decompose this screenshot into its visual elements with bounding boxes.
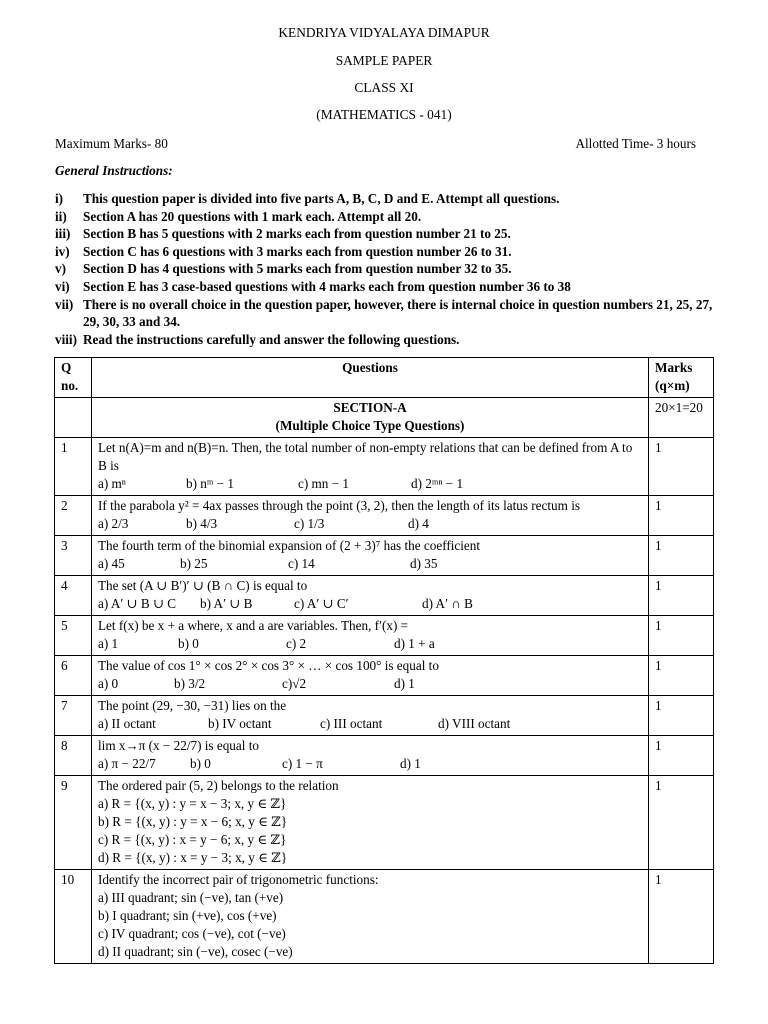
option-b: b) 25 xyxy=(180,556,208,571)
question-marks: 1 xyxy=(649,576,714,616)
option-b: b) I quadrant; sin (+ve), cos (+ve) xyxy=(98,908,277,923)
instructions-heading: General Instructions: xyxy=(55,163,173,178)
option-d: d) 35 xyxy=(410,556,438,571)
maximum-marks: Maximum Marks- 80 xyxy=(55,136,168,151)
option-c: c) 1 − π xyxy=(282,756,323,771)
question-number: 5 xyxy=(55,616,92,656)
question-number: 1 xyxy=(55,438,92,496)
options xyxy=(98,715,642,733)
table-header-row xyxy=(55,358,714,398)
allotted-time: Allotted Time- 3 hours xyxy=(575,136,696,151)
option-c: c)√2 xyxy=(282,676,307,691)
option-c: c) 1/3 xyxy=(294,516,325,531)
question-marks: 1 xyxy=(649,776,714,870)
question-marks: 1 xyxy=(649,616,714,656)
option-b: b) R = {(x, y) : y = x − 6; x, y ∈ ℤ} xyxy=(98,814,288,829)
option-a: a) III quadrant; sin (−ve), tan (+ve) xyxy=(98,890,284,905)
question-body xyxy=(92,438,649,496)
options xyxy=(98,475,642,493)
qno-header: Q no. xyxy=(55,358,92,398)
option-b: b) nᵐ − 1 xyxy=(186,476,234,491)
option-a: a) π − 22/7 xyxy=(98,756,156,771)
question-row xyxy=(55,576,714,616)
question-row xyxy=(55,438,714,496)
question-stem: The fourth term of the binomial expansion of (2 + 3)⁷ has the coefficient xyxy=(98,538,481,553)
option-d: d) A′ ∩ B xyxy=(422,596,473,611)
options xyxy=(98,515,642,533)
section-title: SECTION-A (Multiple Choice Type Questions) xyxy=(92,398,649,438)
section-row xyxy=(55,398,714,438)
question-number: 3 xyxy=(55,536,92,576)
question-marks: 1 xyxy=(649,696,714,736)
question-body xyxy=(92,776,649,870)
question-number: 2 xyxy=(55,496,92,536)
instruction-item: iv) Section C has 6 questions with 3 marks each from question number 26 to 31. xyxy=(55,243,512,259)
question-stem: The ordered pair (5, 2) belongs to the relation xyxy=(98,778,339,793)
option-d: d) 1 xyxy=(394,676,415,691)
question-body xyxy=(92,616,649,656)
question-marks: 1 xyxy=(649,496,714,536)
question-number: 10 xyxy=(55,870,92,964)
section-marks: 20×1=20 xyxy=(649,398,714,438)
option-a: a) 1 xyxy=(98,636,119,651)
instruction-item: iii) Section B has 5 questions with 2 marks each from question number 21 to 25. xyxy=(55,226,511,242)
option-b: b) 0 xyxy=(190,756,211,771)
question-stem: The value of cos 1° × cos 2° × cos 3° × … × cos 100° is equal to xyxy=(98,658,439,673)
question-stem: If the parabola y² = 4ax passes through the point (3, 2), then the length of its latus rectum is xyxy=(98,498,581,513)
question-body xyxy=(92,656,649,696)
question-body xyxy=(92,870,649,964)
option-d: d) 1 + a xyxy=(394,636,435,651)
option-a: a) R = {(x, y) : y = x − 3; x, y ∈ ℤ} xyxy=(98,796,287,811)
question-body xyxy=(92,696,649,736)
question-body xyxy=(92,576,649,616)
option-d: d) VIII octant xyxy=(438,716,511,731)
question-stem: Identify the incorrect pair of trigonometric functions: xyxy=(98,872,379,887)
option-a: a) 2/3 xyxy=(98,516,129,531)
option-c: c) 2 xyxy=(286,636,307,651)
option-a: a) 0 xyxy=(98,676,119,691)
option-c: c) 14 xyxy=(288,556,315,571)
option-b: b) A′ ∪ B xyxy=(200,596,253,611)
options xyxy=(98,675,642,693)
options xyxy=(98,595,642,613)
question-row xyxy=(55,736,714,776)
instruction-item: vii) There is no overall choice in the question paper, however, there is internal choice in question numbers 21, 25, 27, 29, 30, 33 and 34. xyxy=(55,296,713,330)
option-c: c) A′ ∪ C′ xyxy=(294,596,349,611)
option-c: c) III octant xyxy=(320,716,383,731)
options xyxy=(98,555,642,573)
question-row xyxy=(55,536,714,576)
instruction-item: vi) Section E has 3 case-based questions with 4 marks each from question number 36 to 38 xyxy=(55,278,571,294)
question-stem: Let n(A)=m and n(B)=n. Then, the total number of non-empty relations that can be defined from A to B is xyxy=(98,440,633,473)
question-row xyxy=(55,776,714,870)
option-a: a) II octant xyxy=(98,716,156,731)
question-row xyxy=(55,616,714,656)
option-d: d) 1 xyxy=(400,756,421,771)
option-c: c) IV quadrant; cos (−ve), cot (−ve) xyxy=(98,926,286,941)
option-d: d) 4 xyxy=(408,516,429,531)
option-d: d) II quadrant; sin (−ve), cosec (−ve) xyxy=(98,944,293,959)
option-d: d) 2ᵐⁿ − 1 xyxy=(411,476,464,491)
question-number: 9 xyxy=(55,776,92,870)
question-row xyxy=(55,496,714,536)
option-b: b) 4/3 xyxy=(186,516,218,531)
question-stem: lim x→π (x − 22/7) is equal to xyxy=(98,738,259,753)
question-body xyxy=(92,536,649,576)
question-stem: Let f(x) be x + a where, x and a are variables. Then, f′(x) = xyxy=(98,618,409,633)
option-c: c) R = {(x, y) : x = y − 6; x, y ∈ ℤ} xyxy=(98,832,287,847)
question-marks: 1 xyxy=(649,870,714,964)
question-row xyxy=(55,870,714,964)
question-marks: 1 xyxy=(649,536,714,576)
questions-table xyxy=(54,357,714,964)
instructions-list xyxy=(55,190,715,348)
question-number: 8 xyxy=(55,736,92,776)
question-number: 4 xyxy=(55,576,92,616)
question-stem: The point (29, −30, −31) lies on the xyxy=(98,698,287,713)
question-number: 7 xyxy=(55,696,92,736)
question-body xyxy=(92,736,649,776)
paper-title: SAMPLE PAPER xyxy=(335,53,433,68)
question-marks: 1 xyxy=(649,656,714,696)
instruction-item: viii) Read the instructions carefully and answer the following questions. xyxy=(55,331,460,347)
question-marks: 1 xyxy=(649,438,714,496)
question-body xyxy=(92,496,649,536)
option-b: b) 3/2 xyxy=(174,676,206,691)
question-row xyxy=(55,656,714,696)
instruction-item: i) This question paper is divided into five parts A, B, C, D and E. Attempt all questions. xyxy=(55,191,560,206)
option-a: a) mⁿ xyxy=(98,476,126,491)
question-row xyxy=(55,696,714,736)
option-a: a) A′ ∪ B ∪ C xyxy=(98,596,177,611)
class-label: CLASS XI xyxy=(354,80,414,95)
options xyxy=(98,635,642,653)
instruction-item: ii) Section A has 20 questions with 1 mark each. Attempt all 20. xyxy=(55,208,422,224)
option-c: c) mn − 1 xyxy=(298,476,350,491)
marks-header: Marks (q×m) xyxy=(649,358,714,398)
subject-label: (MATHEMATICS - 041) xyxy=(316,107,452,122)
question-stem: The set (A ∪ B′)′ ∪ (B ∩ C) is equal to xyxy=(98,578,308,593)
options xyxy=(98,755,642,773)
option-a: a) 45 xyxy=(98,556,125,571)
question-marks: 1 xyxy=(649,736,714,776)
option-d: d) R = {(x, y) : x = y − 3; x, y ∈ ℤ} xyxy=(98,850,288,865)
school-name: KENDRIYA VIDYALAYA DIMAPUR xyxy=(278,25,490,40)
instruction-item: v) Section D has 4 questions with 5 marks each from question number 32 to 35. xyxy=(55,261,512,277)
questions-header: Questions xyxy=(92,358,649,398)
question-number: 6 xyxy=(55,656,92,696)
option-b: b) IV octant xyxy=(208,716,272,731)
option-b: b) 0 xyxy=(178,636,199,651)
